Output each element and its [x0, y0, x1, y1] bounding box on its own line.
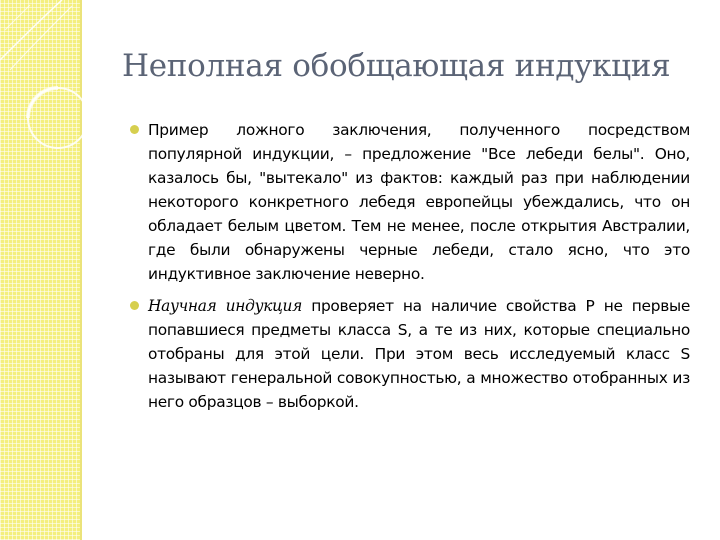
decorative-swirl-graphic — [0, 0, 110, 200]
list-item — [130, 294, 690, 414]
text-segment: проверяет на наличие свойства P не первые попавшиеся предметы класса S, а те из них, которые специально отобраны для этой цели. При этом весь исследуемый класс S называют — [148, 297, 690, 387]
highlighted-term: выборкой — [277, 393, 355, 411]
list-item — [130, 118, 690, 286]
bullet-text — [148, 294, 690, 414]
text-segment: . — [354, 393, 359, 411]
bullet-dot-icon — [130, 301, 139, 310]
text-segment: , а множество отобранных из него образцов – — [148, 369, 690, 411]
bullet-text: Пример ложного заключения, полученного посредством популярной индукции, – предложение "Все лебеди белы". Оно, казалось бы, "вытекало" из фактов: каждый раз при наблюдении некоторого конкретного лебедя европейцы убеждались, что он обладает белым цветом. Тем не менее, после открытия Австралии, где были обнаружены черные лебеди, стало ясно, что это индуктивное заключение неверно. — [148, 121, 690, 283]
emphasized-term: Научная индукция — [148, 297, 303, 315]
highlighted-term: генеральной совокупностью — [230, 369, 457, 387]
bullet-list — [130, 118, 690, 422]
slide-title: Неполная обобщающая индукция — [122, 48, 671, 84]
bullet-dot-icon — [130, 125, 139, 134]
